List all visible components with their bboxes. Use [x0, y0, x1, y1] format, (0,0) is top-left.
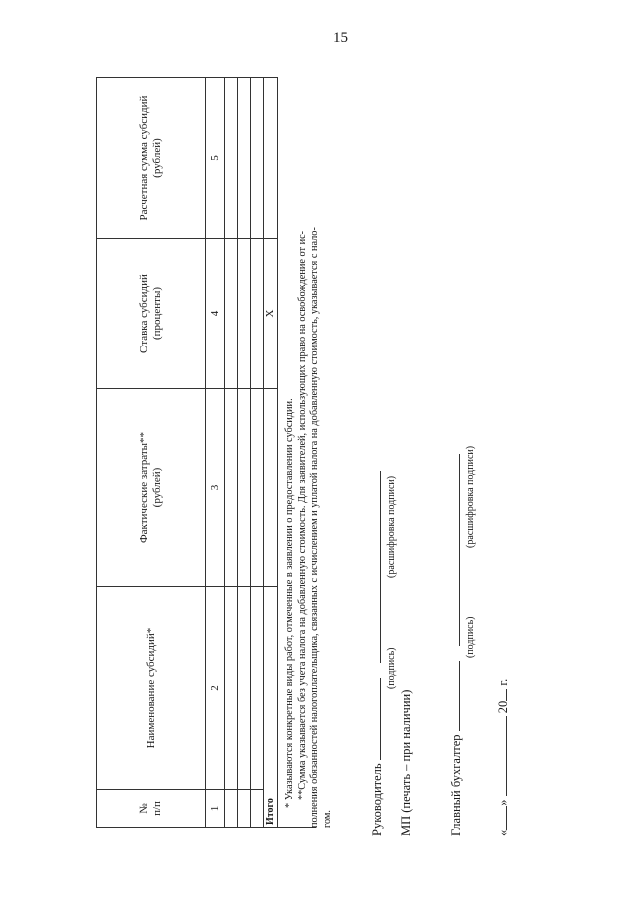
table-cell: [238, 78, 251, 239]
header-subsidy-rate: Ставка субсидий (проценты): [97, 239, 206, 389]
table-cell: [251, 389, 264, 587]
table-cell: [238, 587, 251, 790]
head-decode-hint: (расшифровка подписи): [386, 475, 397, 578]
header-subsidy-name: Наименование субсидий*: [97, 587, 206, 790]
header-calculated-amount: Расчетная сумма субсидий (рублей): [97, 78, 206, 239]
head-signature-line: [380, 678, 381, 760]
date-year-suffix: г.: [496, 678, 510, 686]
column-number-2: 2: [206, 587, 225, 790]
date-close-quote: »: [496, 799, 510, 806]
head-label: Руководитель: [370, 763, 384, 836]
header-number: № п/п: [97, 790, 206, 828]
table-row: [225, 78, 238, 828]
total-amount: [264, 78, 278, 239]
date-open-quote: «: [496, 829, 510, 836]
date-line: [496, 679, 511, 836]
head-signature-block: [370, 471, 385, 836]
table-cell: [238, 389, 251, 587]
head-decode-line: [380, 471, 381, 663]
table-cell: [251, 239, 264, 389]
date-year-prefix: 20: [496, 700, 510, 714]
date-year-blank: [506, 689, 507, 701]
footnote-2-end: гом.: [321, 809, 333, 828]
accountant-signature-hint: (подпись): [465, 616, 476, 658]
accountant-decode-line: [459, 454, 460, 646]
total-row: [264, 78, 278, 828]
stamp-label: МП (печать – при наличии): [399, 689, 413, 836]
total-label: Итого: [264, 587, 278, 828]
table-row: [251, 78, 264, 828]
table-cell: [238, 239, 251, 389]
footnote-2-continued: полнения обязанностей налогоплательщика, связанных с исчислением и уплатой налога на добавленную стоимость, указывается с нало-: [309, 227, 320, 828]
table-cell: [251, 790, 264, 828]
page-number: 15: [333, 30, 348, 46]
total-costs: [264, 389, 278, 587]
column-number-5: 5: [206, 78, 225, 239]
head-signature-hint: (подпись): [386, 647, 397, 689]
accountant-signature-line: [459, 661, 460, 731]
footnotes: [284, 83, 334, 828]
table-cell: [225, 587, 238, 790]
table-cell: [225, 389, 238, 587]
accountant-label: Главный бухгалтер: [449, 734, 463, 836]
table-cell: [225, 78, 238, 239]
table-cell: [251, 78, 264, 239]
footnote-2: **Сумма указывается без учета налога на добавленную стоимость. Для заявителей, использующих право на освобождение от ис-: [296, 230, 308, 800]
total-rate-mark: Х: [264, 239, 278, 389]
footnote-1: * Указываются конкретные виды работ, отмеченные в заявлении о предоставлении субсидии.: [284, 398, 295, 808]
column-number-3: 3: [206, 389, 225, 587]
table-cell: [238, 790, 251, 828]
date-month-blank: [506, 716, 507, 796]
column-number-1: 1: [206, 790, 225, 828]
subsidy-table: [96, 77, 316, 828]
table-row: [206, 78, 225, 828]
header-actual-costs: Фактические затраты** (рублей): [97, 389, 206, 587]
rotated-form: [80, 76, 510, 836]
table-cell: [251, 587, 264, 790]
table-cell: [225, 790, 238, 828]
table-cell: [225, 239, 238, 389]
accountant-decode-hint: (расшифровка подписи): [465, 445, 476, 548]
header-row: [97, 78, 206, 828]
accountant-signature-block: [449, 454, 464, 836]
column-number-4: 4: [206, 239, 225, 389]
date-day-blank: [506, 806, 507, 830]
table-row: [238, 78, 251, 828]
